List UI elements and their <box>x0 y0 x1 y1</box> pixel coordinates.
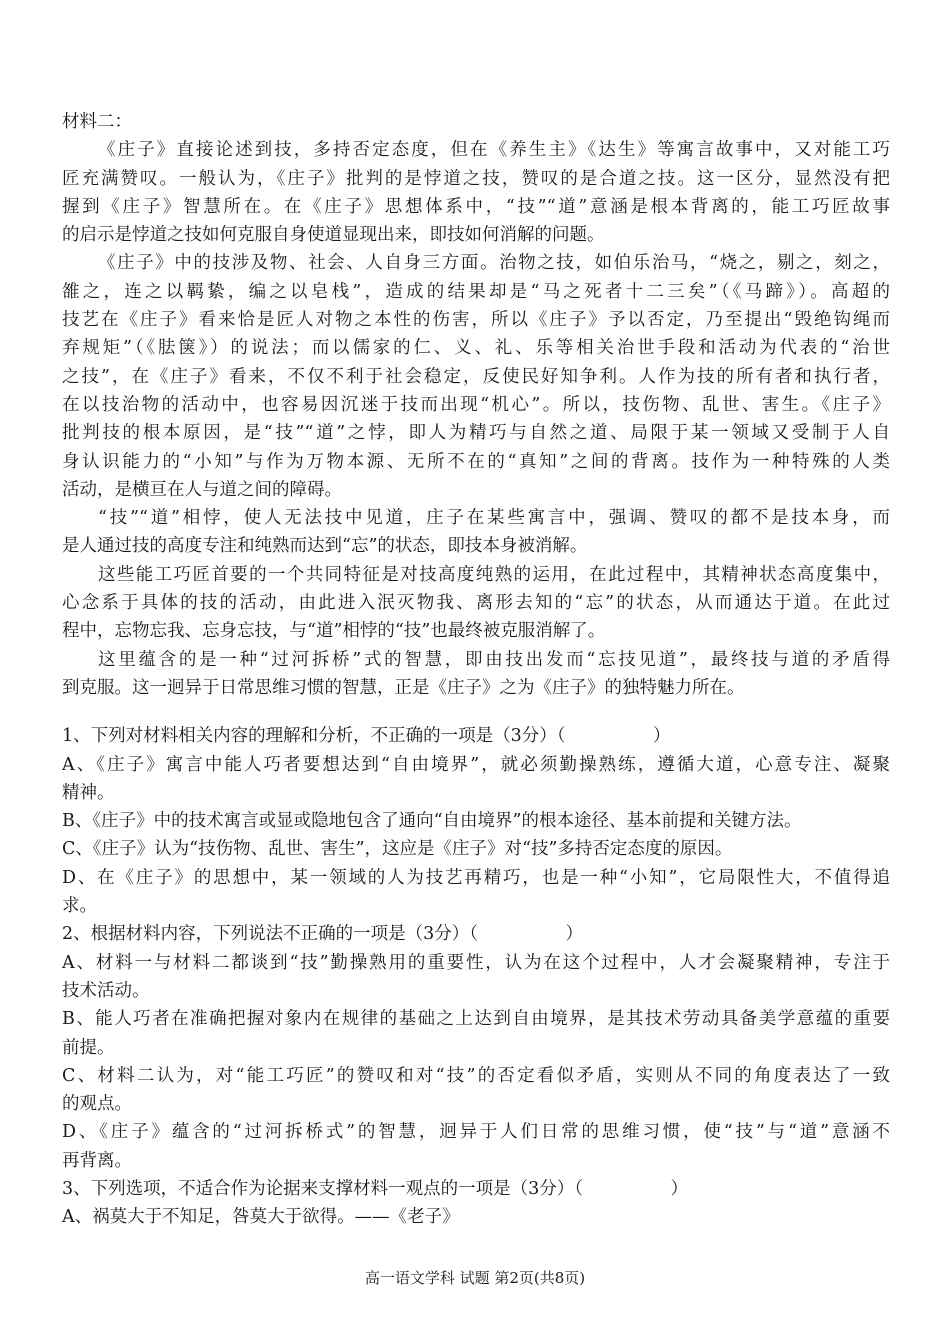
option-line: A、材料一与材料二都谈到“技”勤操熟用的重要性，认为在这个过程中，人才会凝聚精神，专注于 <box>62 952 890 973</box>
option-line: A、祸莫大于不知足，咎莫大于欲得。——《老子》 <box>62 1207 460 1228</box>
paragraph-line: 《庄子》中的技涉及物、社会、人自身三方面。治物之技，如伯乐治马，“烧之，剔之，刻之， <box>98 253 890 274</box>
page-footer: 高一语文学科 试题 第2页(共8页) <box>364 1269 586 1287</box>
paragraph-line: 之技”，在《庄子》看来，不仅不利于社会稳定，反使民好知争利。人作为技的所有者和执行者， <box>62 366 890 387</box>
paragraph-line: “技”“道”相悖，使人无法技中见道，庄子在某些寓言中，强调、赞叹的都不是技本身，而 <box>98 508 890 529</box>
paragraph-line: 是人通过技的高度专注和纯熟而达到“忘”的状态，即技本身被消解。 <box>62 536 588 557</box>
paragraph-line: 握到《庄子》智慧所在。在《庄子》思想体系中，“技”“道”意涵是根本背离的，能工巧匠故事 <box>62 196 890 217</box>
paragraph-line: 在以技治物的活动中，也容易因沉迷于技而出现“机心”。所以，技伤物、乱世、害生。《庄子》 <box>62 394 890 415</box>
option-line: 的观点。 <box>62 1094 132 1115</box>
paragraph-line: 雒之，连之以羁絷，编之以皂栈”，造成的结果却是“马之死者十二三矣”（《马蹄》）。高超的 <box>62 281 890 302</box>
option-line: B、《庄子》中的技术寓言或显或隐地包含了通向“自由境界”的根本途径、基本前提和关键方法。 <box>62 811 802 832</box>
paragraph-line: 心念系于具体的技的活动，由此进入泯灭物我、离形去知的“忘”的状态，从而通达于道。在此过 <box>62 593 890 614</box>
section-gap <box>62 702 890 722</box>
option-line: C、《庄子》认为“技伤物、乱世、害生”，这应是《庄子》对“技”多持否定态度的原因。 <box>62 839 733 860</box>
question-stem: 1、下列对材料相关内容的理解和分析，不正确的一项是（3分）（ ） <box>62 726 671 747</box>
option-line: C、材料二认为，对“能工巧匠”的赞叹和对“技”的否定看似矛盾，实则从不同的角度表达了一致 <box>62 1065 890 1086</box>
paragraph-line: 《庄子》直接论述到技，多持否定态度，但在《养生主》《达生》等寓言故事中，又对能工巧 <box>98 140 890 161</box>
material-heading: 材料二： <box>62 112 132 132</box>
option-line: A、《庄子》寓言中能人巧者要想达到“自由境界”，就必须勤操熟练，遵循大道，心意专注、凝聚 <box>62 754 890 775</box>
paragraph-line: 到克服。这一迥异于日常思维习惯的智慧，正是《庄子》之为《庄子》的独特魅力所在。 <box>62 677 745 698</box>
exam-page <box>62 108 890 1232</box>
paragraph-line: 批判技的根本原因，是“技”“道”之悖，即人为精巧与自然之道、局限于某一领域又受制于人自 <box>62 423 890 444</box>
paragraph-line: 程中，忘物忘我、忘身忘技，与“道”相悖的“技”也最终被克服消解了。 <box>62 621 606 642</box>
paragraph-line: 弃规矩”（《胠箧》）的说法；而以儒家的仁、义、礼、乐等相关治世手段和活动为代表的“治世 <box>62 338 890 359</box>
option-line: 前提。 <box>62 1037 115 1058</box>
option-line: 求。 <box>62 896 97 917</box>
paragraph-line: 身认识能力的“小知”与作为万物本源、无所不在的“真知”之间的背离。技作为一种特殊的人类 <box>62 451 890 472</box>
option-line: B、能人巧者在准确把握对象内在规律的基础之上达到自由境界，是其技术劳动具备美学意蕴的重要 <box>62 1009 890 1030</box>
option-line: D、《庄子》蕴含的“过河拆桥式”的智慧，迥异于人们日常的思维习惯，使“技”与“道”意涵不 <box>62 1122 890 1143</box>
paragraph-line: 这里蕴含的是一种“过河拆桥”式的智慧，即由技出发而“忘技见道”，最终技与道的矛盾得 <box>98 649 890 670</box>
question-stem: 3、下列选项，不适合作为论据来支撑材料一观点的一项是（3分）（ ） <box>62 1178 689 1199</box>
option-line: 再背离。 <box>62 1150 132 1171</box>
paragraph-line: 技艺在《庄子》看来恰是匠人对物之本性的伤害，所以《庄子》予以否定，乃至提出“毁绝钩绳而 <box>62 310 890 331</box>
paragraph-line: 活动，是横亘在人与道之间的障碍。 <box>62 479 342 500</box>
option-line: 技术活动。 <box>62 980 150 1001</box>
option-line: D、在《庄子》的思想中，某一领域的人为技艺再精巧，也是一种“小知”，它局限性大，不值得追 <box>62 867 890 888</box>
question-stem: 2、根据材料内容，下列说法不正确的一项是（3分）（ ） <box>62 924 584 945</box>
option-line: 精神。 <box>62 782 115 803</box>
paragraph-line: 这些能工巧匠首要的一个共同特征是对技高度纯熟的运用，在此过程中，其精神状态高度集中， <box>98 564 890 585</box>
paragraph-line: 的启示是悖道之技如何克服自身使道显现出来，即技如何消解的问题。 <box>62 225 605 246</box>
paragraph-line: 匠充满赞叹。一般认为，《庄子》批判的是悖道之技，赞叹的是合道之技。这一区分，显然没有把 <box>62 168 890 189</box>
